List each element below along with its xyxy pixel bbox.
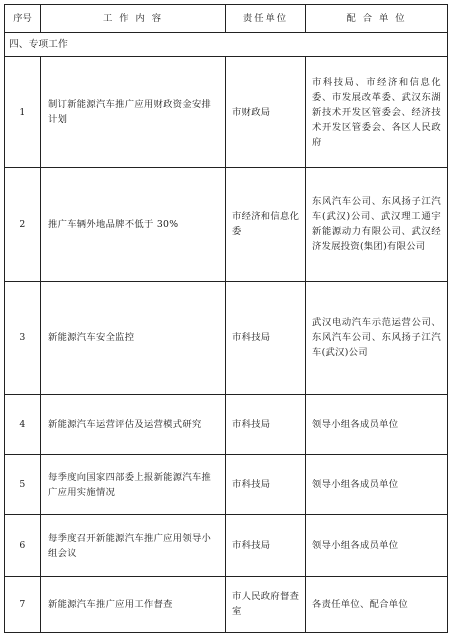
row-cooperating-unit: 领导小组各成员单位 xyxy=(306,394,448,454)
section-title: 四、专项工作 xyxy=(5,33,448,57)
row-cooperating-unit: 领导小组各成员单位 xyxy=(306,455,448,515)
header-responsible-unit: 责任单位 xyxy=(226,5,306,33)
row-responsible-unit: 市财政局 xyxy=(226,56,306,167)
row-responsible-unit: 市科技局 xyxy=(226,455,306,515)
row-cooperating-unit: 东风汽车公司、东风扬子江汽车(武汉)公司、武汉理工通宇新能源动力有限公司、武汉经济发展投资(集团)有限公司 xyxy=(306,168,448,281)
row-task: 每季度召开新能源汽车推广应用领导小组会议 xyxy=(41,515,226,576)
row-task: 新能源汽车安全监控 xyxy=(41,281,226,394)
row-task: 推广车辆外地品牌不低于 30% xyxy=(41,168,226,281)
row-cooperating-unit: 各责任单位、配合单位 xyxy=(306,576,448,632)
row-responsible-unit: 市科技局 xyxy=(226,281,306,394)
row-task: 新能源汽车运营评估及运营模式研究 xyxy=(41,394,226,454)
header-task: 工 作 内 容 xyxy=(41,5,226,33)
table-row xyxy=(5,168,448,281)
task-table xyxy=(4,4,448,633)
row-cooperating-unit: 武汉电动汽车示范运营公司、东风汽车公司、东风扬子江汽车(武汉)公司 xyxy=(306,281,448,394)
row-number: 7 xyxy=(5,576,41,632)
table-row xyxy=(5,394,448,454)
table-row xyxy=(5,515,448,576)
row-number: 6 xyxy=(5,515,41,576)
row-task: 新能源汽车推广应用工作督查 xyxy=(41,576,226,632)
row-cooperating-unit: 市科技局、市经济和信息化委、市发展改革委、武汉东湖新技术开发区管委会、经济技术开发区管委会、各区人民政府 xyxy=(306,56,448,167)
row-number: 1 xyxy=(5,56,41,167)
section-row xyxy=(5,33,448,57)
table-row xyxy=(5,281,448,394)
row-responsible-unit: 市经济和信息化委 xyxy=(226,168,306,281)
row-responsible-unit: 市科技局 xyxy=(226,515,306,576)
table-header-row xyxy=(5,5,448,33)
table-row xyxy=(5,576,448,632)
row-number: 4 xyxy=(5,394,41,454)
header-cooperating-unit: 配 合 单 位 xyxy=(306,5,448,33)
row-task: 每季度向国家四部委上报新能源汽车推广应用实施情况 xyxy=(41,455,226,515)
row-responsible-unit: 市人民政府督查室 xyxy=(226,576,306,632)
row-number: 3 xyxy=(5,281,41,394)
row-number: 5 xyxy=(5,455,41,515)
task-table-page xyxy=(4,4,447,633)
row-number: 2 xyxy=(5,168,41,281)
table-row xyxy=(5,56,448,167)
row-cooperating-unit: 领导小组各成员单位 xyxy=(306,515,448,576)
row-responsible-unit: 市科技局 xyxy=(226,394,306,454)
row-task: 制订新能源汽车推广应用财政资金安排计划 xyxy=(41,56,226,167)
header-number: 序号 xyxy=(5,5,41,33)
table-row xyxy=(5,455,448,515)
